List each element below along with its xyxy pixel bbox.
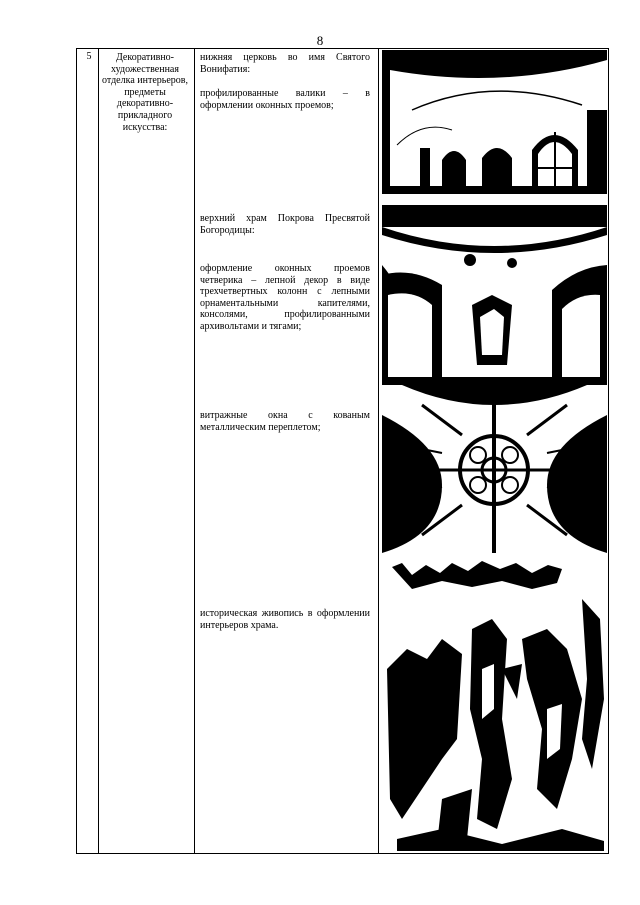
page-number: 8	[316, 33, 324, 48]
table-border-top	[76, 48, 609, 49]
description-stained-glass: витражные окна с кованым металлическим переплетом;	[200, 410, 370, 433]
description-upper-church: верхний храм Покрова Пресвятой Богородицы:	[200, 213, 370, 236]
heritage-table	[76, 48, 609, 854]
row-number: 5	[86, 51, 92, 62]
table-border-right	[608, 48, 609, 854]
section-title: Декоративно-художественная отделка интерьеров, предметы декоративно-прикладного искусства:	[101, 52, 188, 133]
photo-stained-glass-window	[382, 385, 607, 553]
table-border-left	[76, 48, 77, 854]
column-divider	[98, 48, 99, 854]
column-divider	[378, 48, 379, 854]
table-border-bottom	[76, 853, 609, 854]
description-lower-church: нижняя церковь во имя Святого Вонифатия:	[200, 52, 370, 75]
description-window-decor: оформление оконных проемов четверика – лепной декор в виде трехчетвертных колонн с лепными орнаментальными капителями, консолями, профилированными архивольтами и тягами;	[200, 263, 370, 332]
column-divider	[194, 48, 195, 854]
photo-upper-church-windows	[382, 205, 607, 385]
photo-historical-painting	[382, 559, 607, 851]
description-historical-painting: историческая живопись в оформлении интерьеров храма.	[200, 608, 370, 631]
description-window-moldings: профилированные валики – в оформлении оконных проемов;	[200, 88, 370, 111]
photo-lower-church-vault	[382, 50, 607, 194]
